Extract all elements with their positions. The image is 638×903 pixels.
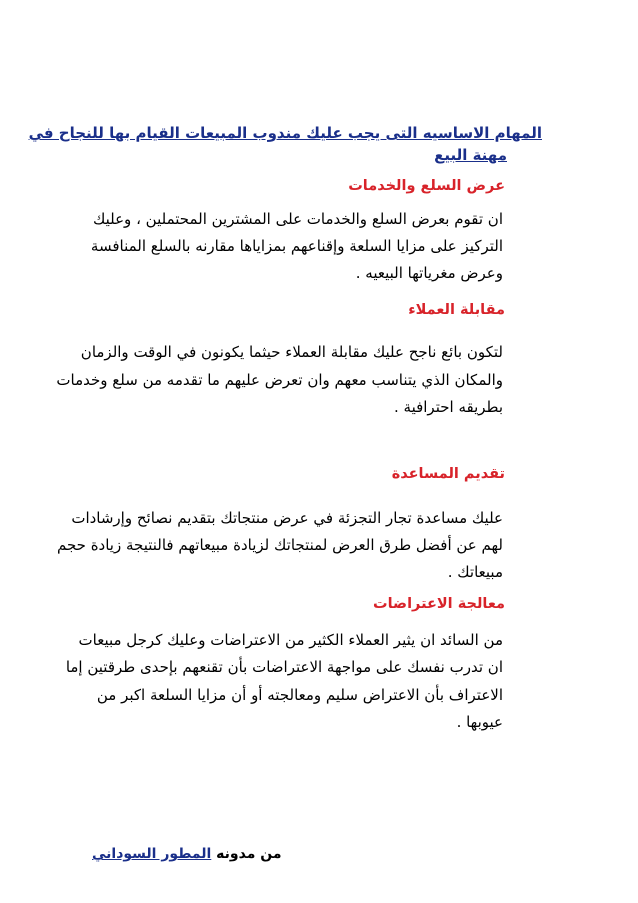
section-meeting-line-2: والمكان الذي يتناسب معهم وان تعرض عليهم ما تقدمه من سلع وخدمات	[56, 371, 503, 389]
section-heading-display: عرض السلع والخدمات	[348, 178, 505, 194]
section-heading-objections: معالجة الاعتراضات	[373, 596, 505, 612]
section-assistance-line-3: مبيعاتك .	[447, 563, 503, 581]
document-title-line-2: مهنة البيع	[434, 146, 507, 164]
section-meeting-line-3: بطريقه احترافية .	[393, 398, 503, 416]
section-display-line-3: وعرض مغرياتها البيعيه .	[355, 264, 503, 282]
section-objections-line-3: الاعتراف بأن الاعتراض سليم ومعالجته أو أن مزايا السلعة اكبر من	[96, 686, 503, 704]
section-assistance-line-2: لهم عن أفضل طرق العرض لمنتجاتك لزيادة مبيعاتهم فالنتيجة زيادة حجم	[56, 536, 503, 554]
section-assistance-line-1: عليك مساعدة تجار التجزئة في عرض منتجاتك بتقديم نصائح وإرشادات	[71, 509, 503, 527]
section-objections-line-2: ان تدرب نفسك على مواجهة الاعتراضات بأن تقنعهم بإحدى طرقتين إما	[65, 658, 503, 676]
footer-prefix: من مدونه	[216, 846, 282, 862]
section-objections-line-1: من السائد ان يثير العملاء الكثير من الاعتراضات وعليك كرجل مبيعات	[78, 631, 503, 649]
blog-link[interactable]: المطور السوداني	[92, 846, 212, 862]
section-display-line-1: ان تقوم بعرض السلع والخدمات على المشترين المحتملين ، وعليك	[92, 210, 503, 228]
section-objections-line-4: عيوبها .	[456, 713, 503, 731]
section-heading-meeting: مقابلة العملاء	[408, 302, 505, 318]
section-meeting-line-1: لتكون بائع ناجح عليك مقابلة العملاء حيثما يكونون في الوقت والزمان	[80, 343, 503, 361]
footer-credit	[92, 846, 282, 862]
section-display-line-2: التركيز على مزايا السلعة وإقناعهم بمزاياها مقارنه بالسلع المنافسة	[90, 237, 503, 255]
section-heading-assistance: تقديم المساعدة	[391, 466, 505, 482]
document-title-line-1: المهام الاساسيه التى يجب عليك مندوب المبيعات القيام بها للنجاح في	[28, 124, 542, 142]
